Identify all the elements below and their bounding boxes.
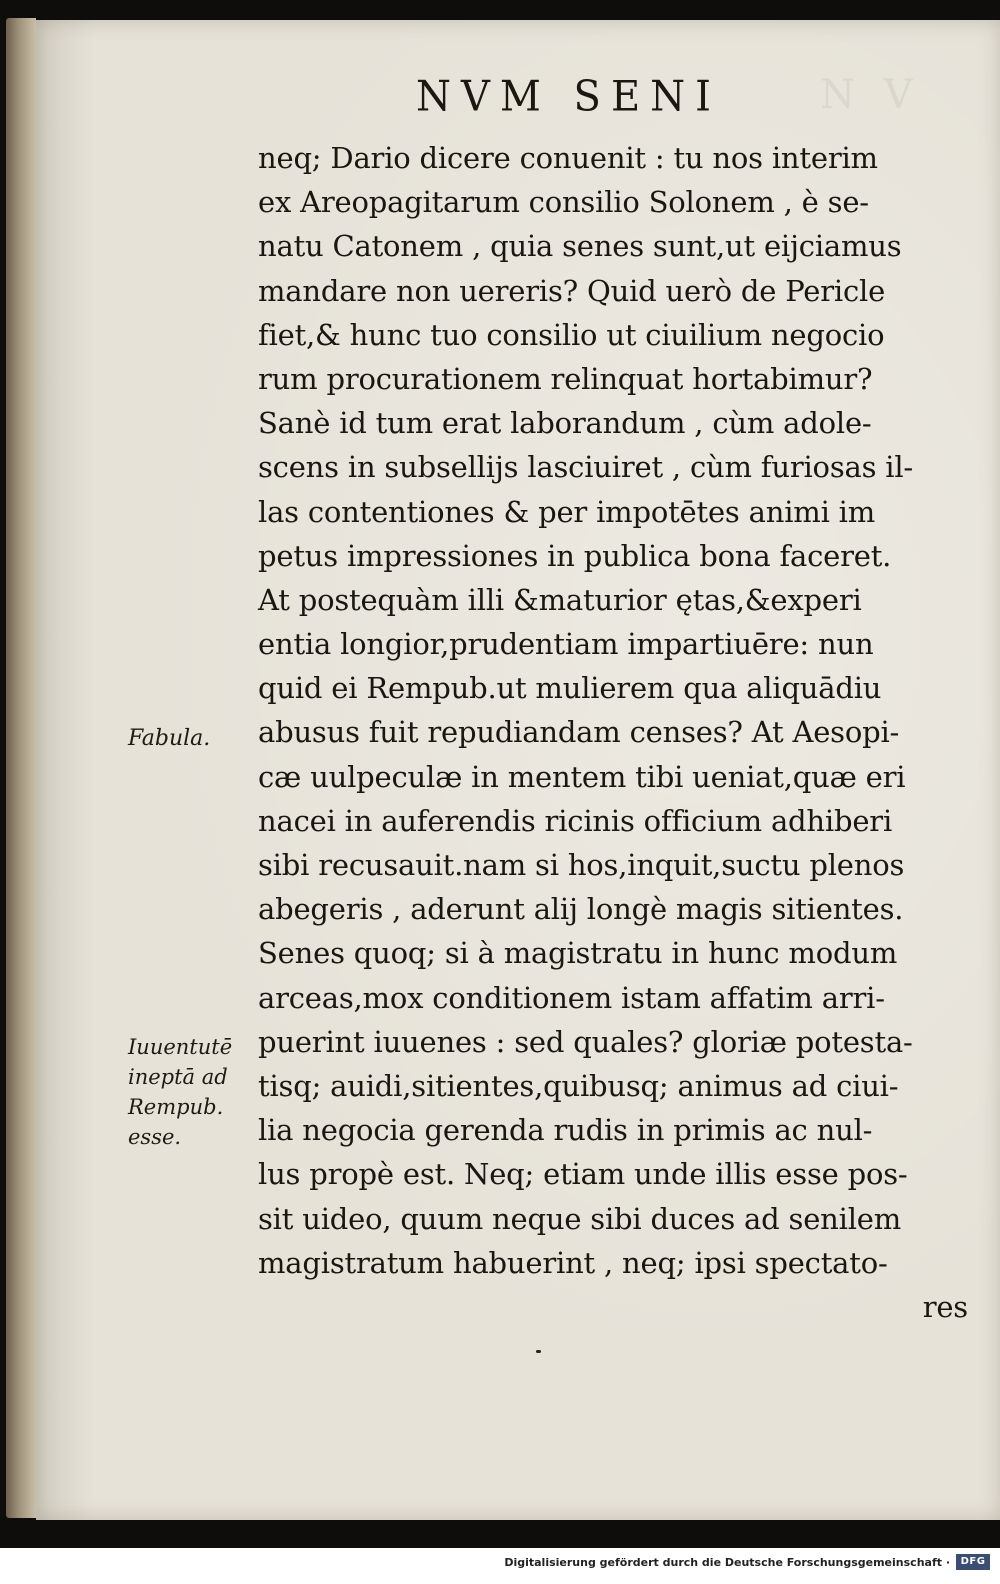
text-line: entia longior,prudentiam impartiuēre: nun <box>258 627 874 662</box>
text-line: rum procurationem relinquat hortabimur? <box>258 361 873 396</box>
text-line: sit uideo, quum neque sibi duces ad senilem <box>258 1201 902 1236</box>
text-line: quid ei Rempub.ut mulierem qua aliquādiu <box>258 671 882 706</box>
text-line: puerint iuuenes : sed quales? gloriæ potesta- <box>258 1024 913 1059</box>
text-line: Sanè id tum erat laborandum , cùm adole- <box>258 406 872 441</box>
running-head: NVM SENI <box>416 72 721 122</box>
margin-note-line: ineptā ad <box>128 1065 228 1089</box>
text-line: At postequàm illi &maturior ętas,&experi <box>258 582 862 617</box>
margin-note-line: Rempub. <box>128 1095 224 1119</box>
text-line: abegeris , aderunt alij longè magis sitientes. <box>258 892 904 927</box>
text-line: tisq; auidi,sitientes,quibusq; animus ad ciui- <box>258 1068 899 1103</box>
text-line: lia negocia gerenda rudis in primis ac nul- <box>258 1113 873 1148</box>
text-line: nacei in auferendis ricinis officium adhiberi <box>258 803 893 838</box>
text-line: fiet,& hunc tuo consilio ut ciuilium negocio <box>258 317 885 352</box>
catchword: res <box>922 1289 968 1324</box>
show-through-text: N V <box>820 72 921 118</box>
footer-credit-text: Digitalisierung gefördert durch die Deutsche Forschungsgemeinschaft · <box>504 1556 950 1569</box>
text-line: petus impressiones in publica bona faceret. <box>258 538 892 573</box>
margin-note-line: esse. <box>128 1125 182 1149</box>
text-line: ex Areopagitarum consilio Solonem , è se- <box>258 185 869 220</box>
dfg-logo: DFG <box>956 1554 990 1570</box>
page-edge <box>6 18 36 1518</box>
text-line: las contentiones & per impotētes animi im <box>258 494 876 529</box>
margin-note-line: Iuuentutē <box>128 1035 233 1059</box>
margin-note-iuventute <box>128 1032 232 1152</box>
text-line: sibi recusauit.nam si hos,inquit,suctu plenos <box>258 848 905 882</box>
ink-speck <box>536 1350 541 1353</box>
text-line: magistratum habuerint , neq; ipsi spectato- <box>258 1245 888 1280</box>
text-line: natu Catonem , quia senes sunt,ut eijciamus <box>258 229 902 264</box>
text-line: scens in subsellijs lasciuiret , cùm furiosas il- <box>258 450 914 485</box>
text-line: arceas,mox conditionem istam affatim arri- <box>258 980 885 1015</box>
text-line: abusus fuit repudiandam censes? At Aesopi- <box>258 715 900 750</box>
text-line: neq; Dario dicere conuenit : tu nos interim <box>258 141 878 175</box>
margin-note-fabula: Fabula. <box>128 726 211 751</box>
body-text <box>258 136 968 1329</box>
text-line: lus propè est. Neq; etiam unde illis esse pos- <box>258 1157 908 1192</box>
text-line: cæ uulpeculæ in mentem tibi ueniat,quæ eri <box>258 759 906 794</box>
text-line: mandare non uereris? Quid uerò de Pericle <box>258 273 886 308</box>
text-line: Senes quoq; si à magistratu in hunc modum <box>258 936 898 971</box>
